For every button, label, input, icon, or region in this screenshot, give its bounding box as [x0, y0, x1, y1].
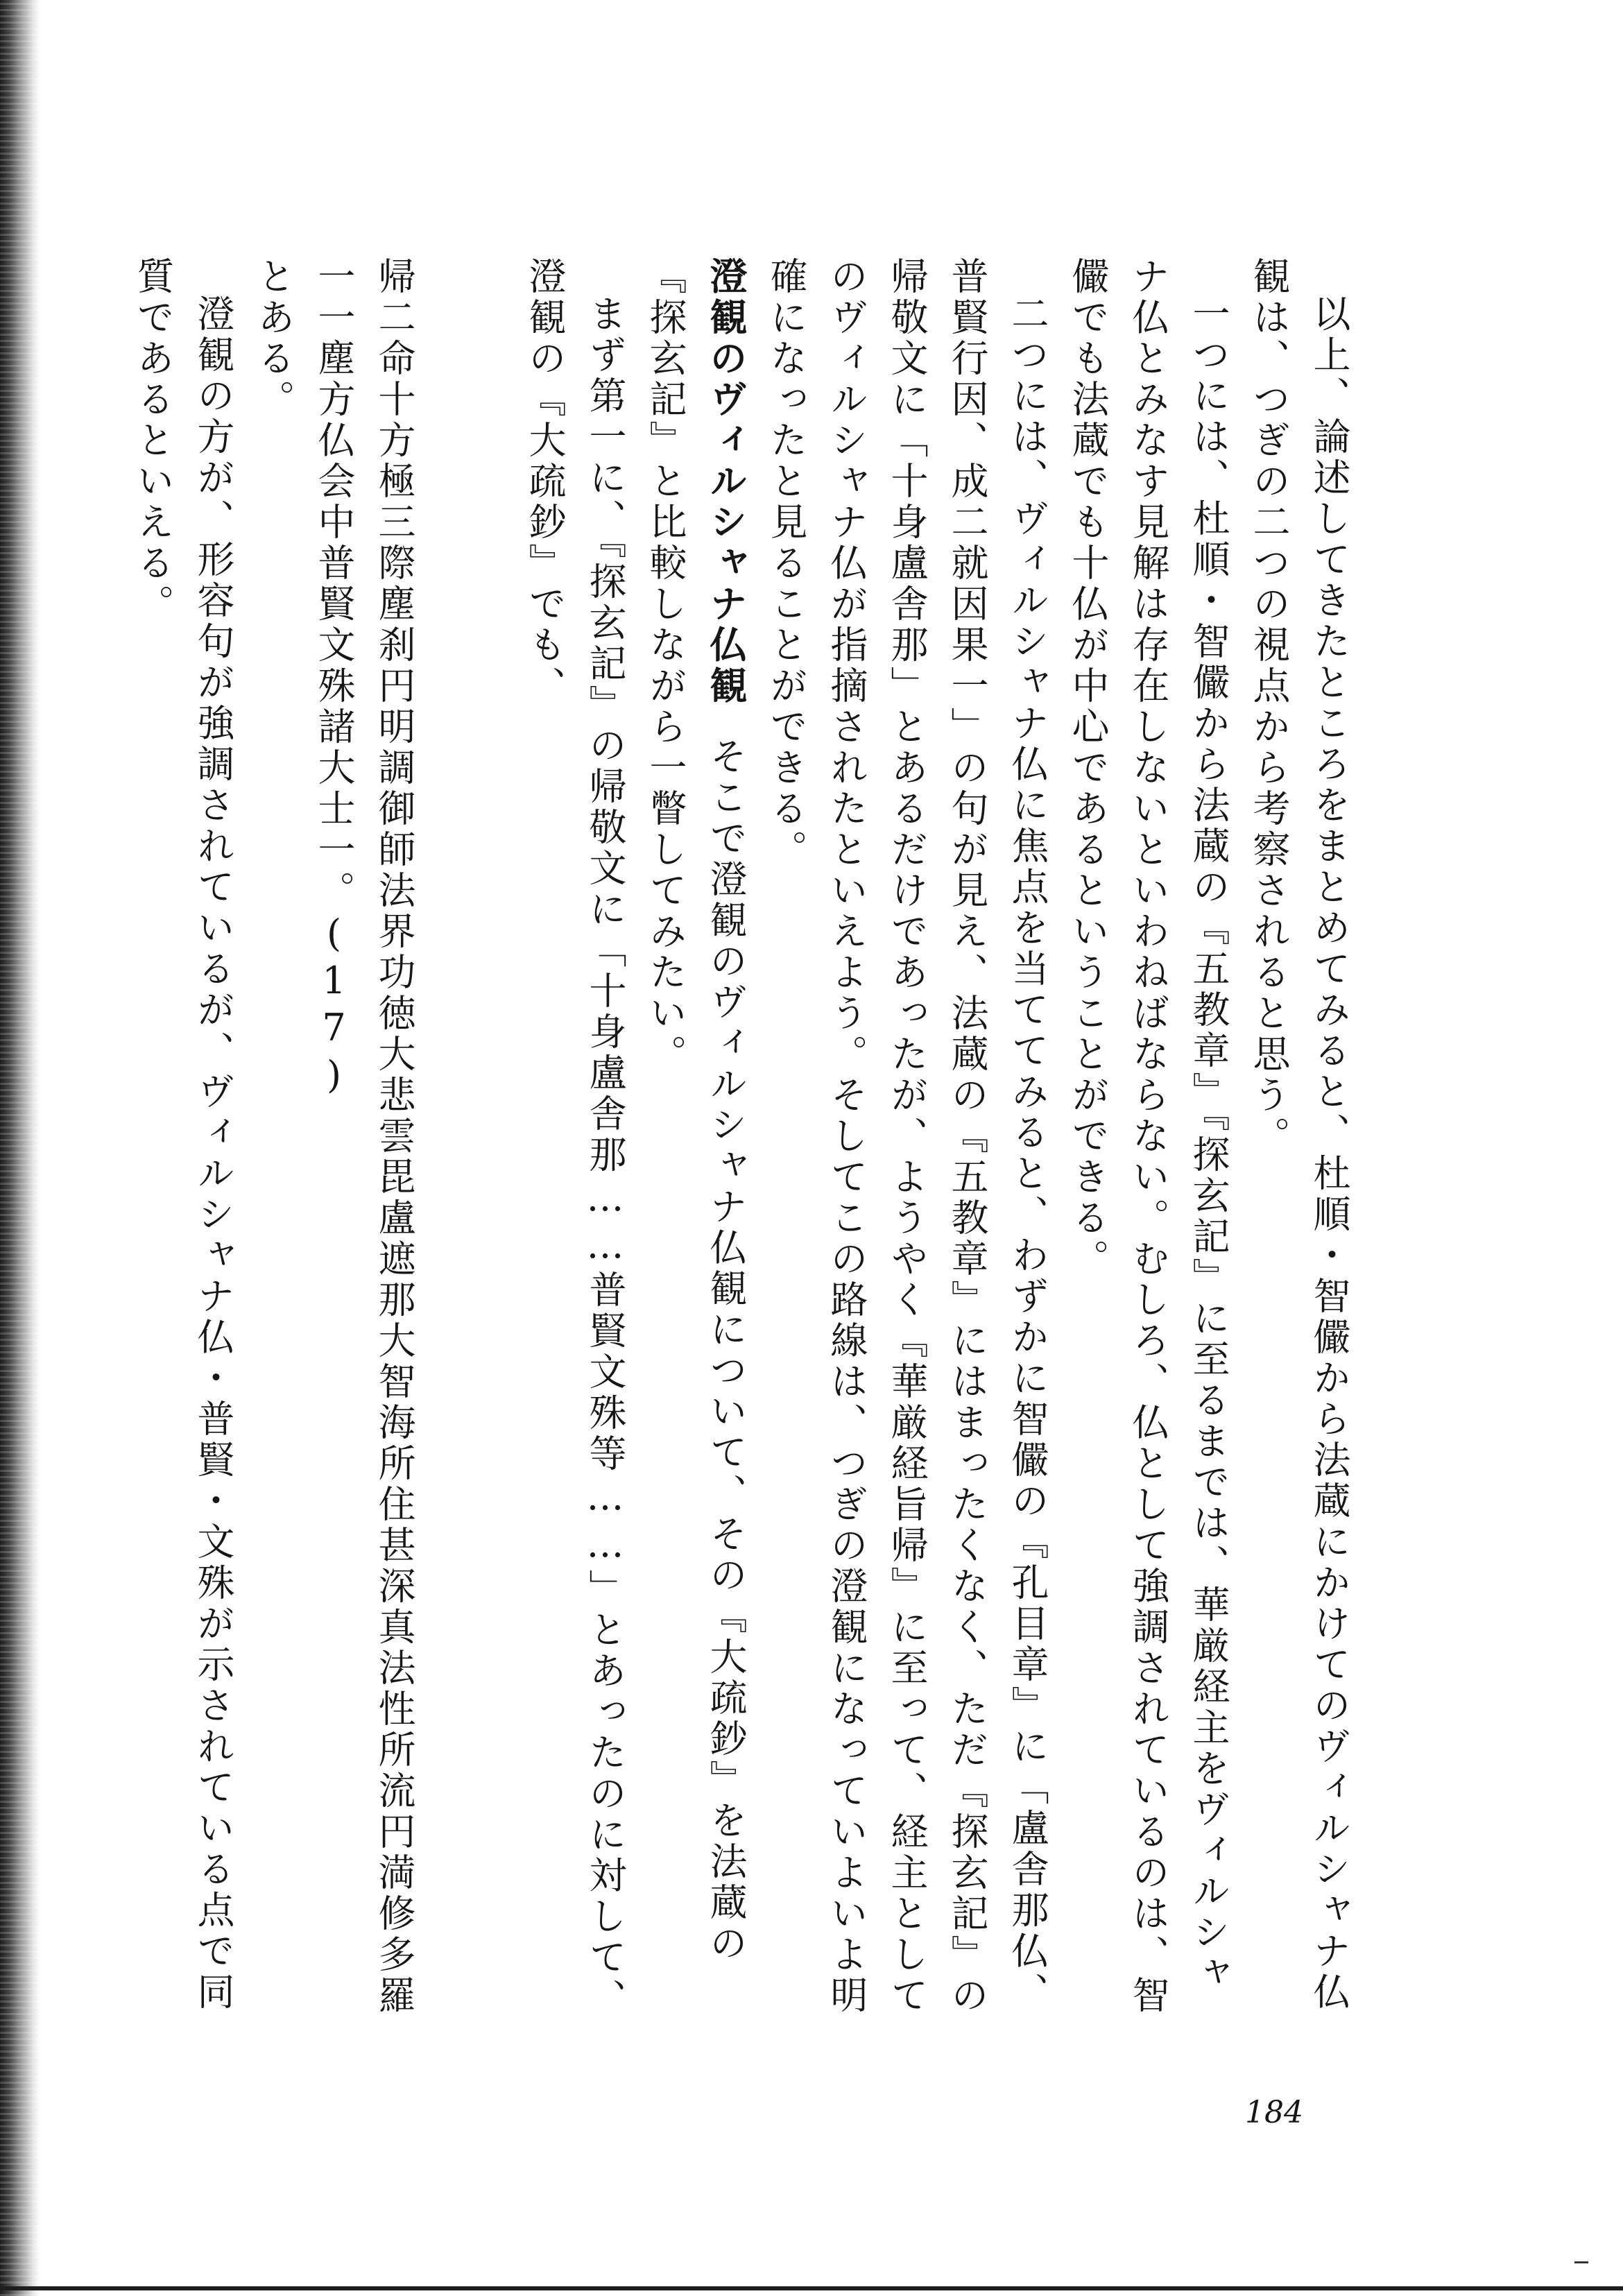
- paragraph-second-point: 二つには、ヴィルシャナ仏に焦点を当ててみると、わずかに智儼の『孔目章』に「盧舎那仏、普賢行因、成二就因果一」の句が見え、法蔵の『五教章』にはまったくなく、ただ『探玄記』の帰敬文に「十身盧舎那」とあるだけであったが、ようやく『華厳経旨帰』に至って、経主としてのヴィルシャナ仏が指摘されたといえよう。そしてこの路線は、つぎの澄観になっていよいよ明確になったと見ることができる。: [764, 257, 1049, 2016]
- scan-edge-bottom: [0, 2286, 1623, 2290]
- paragraph-quote-ending: とある。: [252, 257, 295, 420]
- vertical-text-block: [131, 257, 1359, 2032]
- section-intro-text: そこで澄観のヴィルシャナ仏観について、その『大疏鈔』を法蔵の『探玄記』と比較しながら一瞥してみたい。: [644, 257, 748, 1965]
- page-number: 184: [1245, 2095, 1303, 2130]
- paragraph-summary: 以上、論述してきたところをまとめてみると、杜順・智儼から法蔵にかけてのヴィルシャナ仏観は、つぎの二つの視点から考察されると思う。: [1247, 257, 1351, 2013]
- block-quote: 帰二命十方極三際塵刹円明調御師法界功徳大悲雲毘盧遮那大智海所住甚深真法性所流円満修多羅一一塵方仏会中普賢文殊諸大士一。(17): [312, 257, 416, 2016]
- scan-speckle: [0, 0, 40, 2296]
- paragraph-section-intro: [635, 257, 756, 2032]
- scan-shadow-left: [0, 0, 40, 2296]
- paragraph-first-comparison: まず第一に、『探玄記』の帰敬文に「十身盧舎那……普賢文殊等……」とあったのに対して、澄観の『大疏鈔』でも、: [523, 257, 627, 2019]
- paragraph-first-point: 一つには、杜順・智儼から法蔵の『五教章』『探玄記』に至るまでは、華厳経主をヴィルシャナ仏とみなす見解は存在しないといわねばならない。むしろ、仏として強調されているのは、智儼でも法蔵でも十仏が中心であるということができる。: [1066, 257, 1230, 2016]
- paragraph-conclusion: 澄観の方が、形容句が強調されているが、ヴィルシャナ仏・普賢・文殊が示されている点で同質であるといえる。: [131, 257, 235, 2013]
- corner-mark: [1574, 2261, 1588, 2263]
- section-heading: 澄観のヴィルシャナ仏観: [704, 257, 748, 707]
